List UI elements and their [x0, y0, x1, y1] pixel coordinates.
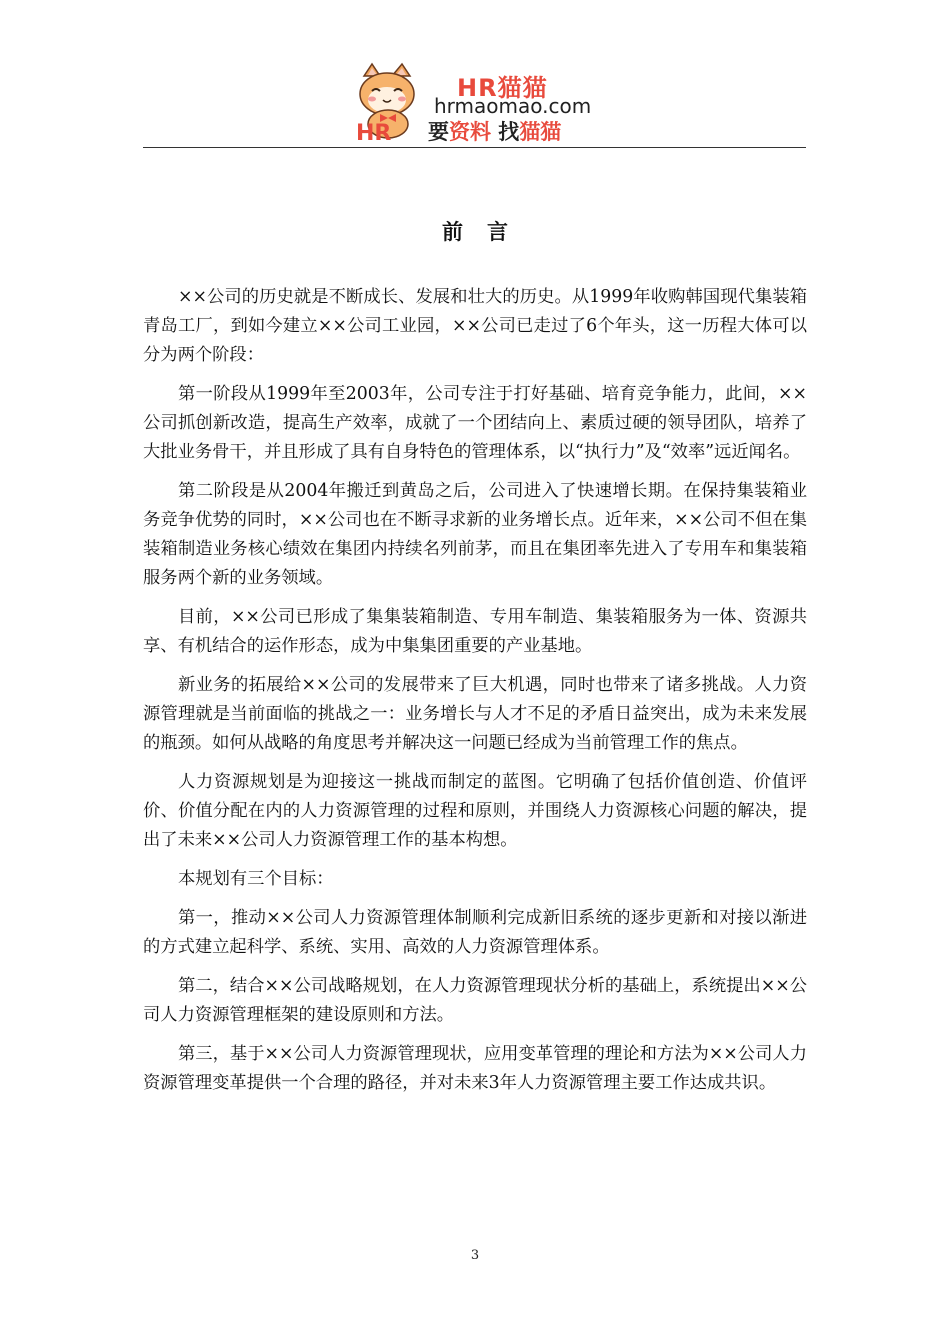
- paragraph-1: ××公司的历史就是不断成长、发展和壮大的历史。从1999年收购韩国现代集装箱青岛工厂，到如今建立××公司工业园，××公司已走过了6个年头，这一历程大体可以分为两个阶段：: [143, 287, 807, 365]
- logo-url[interactable]: hrmaomao.com: [434, 94, 592, 118]
- slogan-part-4: 猫猫: [519, 120, 562, 144]
- hrmaomao-logo[interactable]: [352, 62, 602, 144]
- paragraph-4: 目前，××公司已形成了集集装箱制造、专用车制造、集装箱服务为一体、资源共享、有机结合的运作形态，成为中集集团重要的产业基地。: [143, 607, 807, 656]
- logo-slogan: [428, 116, 561, 146]
- paragraph-9: 第二，结合××公司战略规划，在人力资源管理现状分析的基础上，系统提出××公司人力资源管理框架的建设原则和方法。: [143, 976, 807, 1025]
- paragraph-7: 本规划有三个目标：: [178, 869, 334, 889]
- document-body: [143, 283, 807, 1108]
- paragraph-2: 第一阶段从1999年至2003年，公司专注于打好基础、培育竞争能力，此间，××公司抓创新改造，提高生产效率，成就了一个团结向上、素质过硬的领导团队，培养了大批业务骨干，并且形成了具有自身特色的管理体系，以“执行力”及“效率”远近闻名。: [143, 384, 807, 462]
- slogan-part-1: 要: [428, 120, 449, 144]
- document-title: 前言: [442, 219, 532, 245]
- page-header: [0, 62, 950, 144]
- cat-mascot-icon: [352, 62, 424, 144]
- logo-brand-name: HR猫猫: [457, 74, 548, 102]
- paragraph-5: 新业务的拓展给××公司的发展带来了巨大机遇，同时也带来了诸多挑战。人力资源管理就是当前面临的挑战之一：业务增长与人才不足的矛盾日益突出，成为未来发展的瓶颈。如何从战略的角度思考并解决这一问题已经成为当前管理工作的焦点。: [143, 675, 807, 753]
- slogan-part-3: 找: [491, 120, 520, 144]
- paragraph-3: 第二阶段是从2004年搬迁到黄岛之后，公司进入了快速增长期。在保持集装箱业务竞争优势的同时，××公司也在不断寻求新的业务增长点。近年来，××公司不但在集装箱制造业务核心绩效在集团内持续名列前茅，而且在集团率先进入了专用车和集装箱服务两个新的业务领域。: [143, 481, 807, 588]
- paragraph-10: 第三，基于××公司人力资源管理现状，应用变革管理的理论和方法为××公司人力资源管理变革提供一个合理的路径，并对未来3年人力资源管理主要工作达成共识。: [143, 1044, 807, 1093]
- page-number: 3: [470, 1248, 480, 1263]
- slogan-part-2: 资料: [449, 120, 491, 144]
- header-divider: [143, 147, 806, 148]
- paragraph-6: 人力资源规划是为迎接这一挑战而制定的蓝图。它明确了包括价值创造、价值评价、价值分配在内的人力资源管理的过程和原则，并围绕人力资源核心问题的解决，提出了未来××公司人力资源管理工作的基本构想。: [143, 772, 807, 850]
- paragraph-8: 第一，推动××公司人力资源管理体制顺利完成新旧系统的逐步更新和对接以渐进的方式建立起科学、系统、实用、高效的人力资源管理体系。: [143, 908, 807, 957]
- svg-text:HR: HR: [356, 121, 392, 144]
